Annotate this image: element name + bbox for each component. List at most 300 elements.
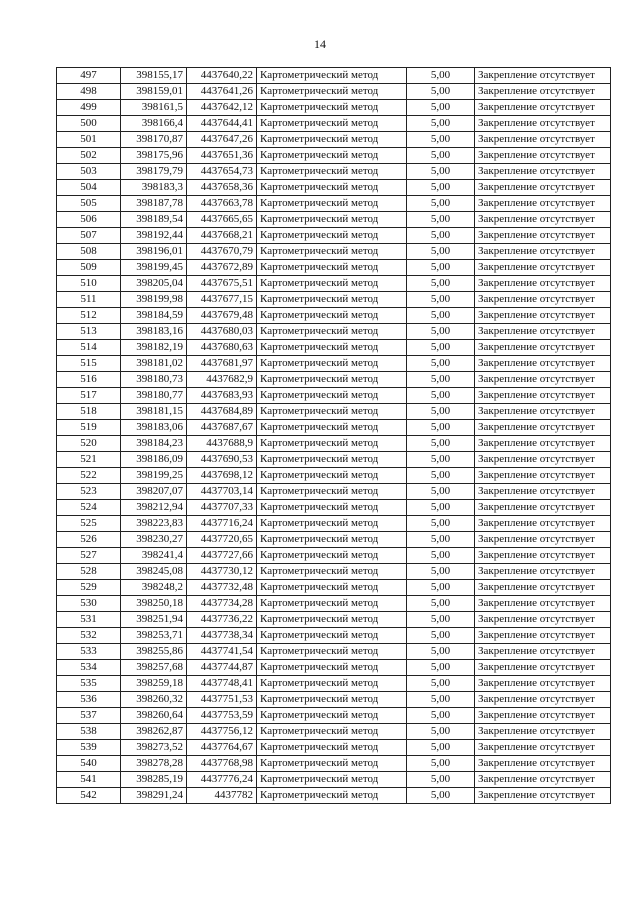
table-row xyxy=(57,356,611,372)
method-cell: Картометрический метод xyxy=(257,484,407,500)
accuracy-cell: 5,00 xyxy=(407,676,475,692)
y-coordinate-cell: 4437690,53 xyxy=(187,452,257,468)
x-coordinate-cell: 398189,54 xyxy=(121,212,187,228)
point-number-cell: 515 xyxy=(57,356,121,372)
y-coordinate-cell: 4437651,36 xyxy=(187,148,257,164)
method-cell: Картометрический метод xyxy=(257,772,407,788)
y-coordinate-cell: 4437668,21 xyxy=(187,228,257,244)
method-cell: Картометрический метод xyxy=(257,244,407,260)
fixing-cell: Закрепление отсутствует xyxy=(475,436,611,452)
accuracy-cell: 5,00 xyxy=(407,644,475,660)
accuracy-cell: 5,00 xyxy=(407,372,475,388)
fixing-cell: Закрепление отсутствует xyxy=(475,228,611,244)
x-coordinate-cell: 398245,08 xyxy=(121,564,187,580)
y-coordinate-cell: 4437642,12 xyxy=(187,100,257,116)
table-row xyxy=(57,564,611,580)
method-cell: Картометрический метод xyxy=(257,356,407,372)
point-number-cell: 532 xyxy=(57,628,121,644)
fixing-cell: Закрепление отсутствует xyxy=(475,148,611,164)
method-cell: Картометрический метод xyxy=(257,324,407,340)
point-number-cell: 527 xyxy=(57,548,121,564)
accuracy-cell: 5,00 xyxy=(407,772,475,788)
point-number-cell: 518 xyxy=(57,404,121,420)
fixing-cell: Закрепление отсутствует xyxy=(475,292,611,308)
x-coordinate-cell: 398186,09 xyxy=(121,452,187,468)
x-coordinate-cell: 398250,18 xyxy=(121,596,187,612)
x-coordinate-cell: 398257,68 xyxy=(121,660,187,676)
y-coordinate-cell: 4437665,65 xyxy=(187,212,257,228)
method-cell: Картометрический метод xyxy=(257,404,407,420)
x-coordinate-cell: 398161,5 xyxy=(121,100,187,116)
y-coordinate-cell: 4437776,24 xyxy=(187,772,257,788)
method-cell: Картометрический метод xyxy=(257,708,407,724)
accuracy-cell: 5,00 xyxy=(407,308,475,324)
x-coordinate-cell: 398199,98 xyxy=(121,292,187,308)
x-coordinate-cell: 398207,07 xyxy=(121,484,187,500)
accuracy-cell: 5,00 xyxy=(407,788,475,804)
page-number: 14 xyxy=(314,37,326,51)
fixing-cell: Закрепление отсутствует xyxy=(475,340,611,356)
fixing-cell: Закрепление отсутствует xyxy=(475,596,611,612)
method-cell: Картометрический метод xyxy=(257,180,407,196)
x-coordinate-cell: 398184,23 xyxy=(121,436,187,452)
x-coordinate-cell: 398181,15 xyxy=(121,404,187,420)
x-coordinate-cell: 398182,19 xyxy=(121,340,187,356)
y-coordinate-cell: 4437679,48 xyxy=(187,308,257,324)
x-coordinate-cell: 398179,79 xyxy=(121,164,187,180)
y-coordinate-cell: 4437682,9 xyxy=(187,372,257,388)
y-coordinate-cell: 4437751,53 xyxy=(187,692,257,708)
accuracy-cell: 5,00 xyxy=(407,292,475,308)
y-coordinate-cell: 4437687,67 xyxy=(187,420,257,436)
y-coordinate-cell: 4437688,9 xyxy=(187,436,257,452)
accuracy-cell: 5,00 xyxy=(407,660,475,676)
table-row xyxy=(57,612,611,628)
method-cell: Картометрический метод xyxy=(257,420,407,436)
table-row xyxy=(57,68,611,84)
method-cell: Картометрический метод xyxy=(257,548,407,564)
table-row xyxy=(57,276,611,292)
x-coordinate-cell: 398251,94 xyxy=(121,612,187,628)
accuracy-cell: 5,00 xyxy=(407,324,475,340)
point-number-cell: 502 xyxy=(57,148,121,164)
fixing-cell: Закрепление отсутствует xyxy=(475,116,611,132)
y-coordinate-cell: 4437641,26 xyxy=(187,84,257,100)
x-coordinate-cell: 398183,3 xyxy=(121,180,187,196)
accuracy-cell: 5,00 xyxy=(407,708,475,724)
point-number-cell: 534 xyxy=(57,660,121,676)
coordinates-table-body xyxy=(57,68,611,804)
point-number-cell: 530 xyxy=(57,596,121,612)
table-row xyxy=(57,436,611,452)
accuracy-cell: 5,00 xyxy=(407,628,475,644)
point-number-cell: 513 xyxy=(57,324,121,340)
y-coordinate-cell: 4437683,93 xyxy=(187,388,257,404)
method-cell: Картометрический метод xyxy=(257,196,407,212)
accuracy-cell: 5,00 xyxy=(407,260,475,276)
table-row xyxy=(57,292,611,308)
x-coordinate-cell: 398170,87 xyxy=(121,132,187,148)
fixing-cell: Закрепление отсутствует xyxy=(475,724,611,740)
point-number-cell: 498 xyxy=(57,84,121,100)
point-number-cell: 520 xyxy=(57,436,121,452)
method-cell: Картометрический метод xyxy=(257,116,407,132)
accuracy-cell: 5,00 xyxy=(407,692,475,708)
accuracy-cell: 5,00 xyxy=(407,228,475,244)
table-row xyxy=(57,756,611,772)
point-number-cell: 538 xyxy=(57,724,121,740)
fixing-cell: Закрепление отсутствует xyxy=(475,500,611,516)
method-cell: Картометрический метод xyxy=(257,580,407,596)
x-coordinate-cell: 398199,45 xyxy=(121,260,187,276)
accuracy-cell: 5,00 xyxy=(407,132,475,148)
method-cell: Картометрический метод xyxy=(257,132,407,148)
y-coordinate-cell: 4437727,66 xyxy=(187,548,257,564)
y-coordinate-cell: 4437716,24 xyxy=(187,516,257,532)
table-row xyxy=(57,164,611,180)
point-number-cell: 542 xyxy=(57,788,121,804)
y-coordinate-cell: 4437703,14 xyxy=(187,484,257,500)
point-number-cell: 525 xyxy=(57,516,121,532)
method-cell: Картометрический метод xyxy=(257,148,407,164)
y-coordinate-cell: 4437658,36 xyxy=(187,180,257,196)
fixing-cell: Закрепление отсутствует xyxy=(475,404,611,420)
y-coordinate-cell: 4437675,51 xyxy=(187,276,257,292)
table-row xyxy=(57,132,611,148)
x-coordinate-cell: 398241,4 xyxy=(121,548,187,564)
fixing-cell: Закрепление отсутствует xyxy=(475,180,611,196)
x-coordinate-cell: 398183,06 xyxy=(121,420,187,436)
fixing-cell: Закрепление отсутствует xyxy=(475,516,611,532)
table-row xyxy=(57,548,611,564)
point-number-cell: 521 xyxy=(57,452,121,468)
fixing-cell: Закрепление отсутствует xyxy=(475,580,611,596)
y-coordinate-cell: 4437732,48 xyxy=(187,580,257,596)
fixing-cell: Закрепление отсутствует xyxy=(475,84,611,100)
x-coordinate-cell: 398192,44 xyxy=(121,228,187,244)
table-row xyxy=(57,468,611,484)
point-number-cell: 510 xyxy=(57,276,121,292)
table-row xyxy=(57,484,611,500)
y-coordinate-cell: 4437707,33 xyxy=(187,500,257,516)
x-coordinate-cell: 398183,16 xyxy=(121,324,187,340)
y-coordinate-cell: 4437744,87 xyxy=(187,660,257,676)
x-coordinate-cell: 398259,18 xyxy=(121,676,187,692)
table-row xyxy=(57,372,611,388)
table-row xyxy=(57,420,611,436)
x-coordinate-cell: 398248,2 xyxy=(121,580,187,596)
method-cell: Картометрический метод xyxy=(257,516,407,532)
point-number-cell: 503 xyxy=(57,164,121,180)
y-coordinate-cell: 4437768,98 xyxy=(187,756,257,772)
table-row xyxy=(57,724,611,740)
method-cell: Картометрический метод xyxy=(257,596,407,612)
y-coordinate-cell: 4437720,65 xyxy=(187,532,257,548)
y-coordinate-cell: 4437756,12 xyxy=(187,724,257,740)
fixing-cell: Закрепление отсутствует xyxy=(475,388,611,404)
fixing-cell: Закрепление отсутствует xyxy=(475,372,611,388)
x-coordinate-cell: 398184,59 xyxy=(121,308,187,324)
accuracy-cell: 5,00 xyxy=(407,740,475,756)
method-cell: Картометрический метод xyxy=(257,260,407,276)
y-coordinate-cell: 4437680,63 xyxy=(187,340,257,356)
fixing-cell: Закрепление отсутствует xyxy=(475,676,611,692)
fixing-cell: Закрепление отсутствует xyxy=(475,644,611,660)
accuracy-cell: 5,00 xyxy=(407,516,475,532)
fixing-cell: Закрепление отсутствует xyxy=(475,356,611,372)
table-row xyxy=(57,388,611,404)
table-row xyxy=(57,500,611,516)
point-number-cell: 526 xyxy=(57,532,121,548)
point-number-cell: 500 xyxy=(57,116,121,132)
y-coordinate-cell: 4437670,79 xyxy=(187,244,257,260)
accuracy-cell: 5,00 xyxy=(407,276,475,292)
point-number-cell: 517 xyxy=(57,388,121,404)
accuracy-cell: 5,00 xyxy=(407,724,475,740)
accuracy-cell: 5,00 xyxy=(407,164,475,180)
y-coordinate-cell: 4437730,12 xyxy=(187,564,257,580)
table-row xyxy=(57,260,611,276)
y-coordinate-cell: 4437748,41 xyxy=(187,676,257,692)
method-cell: Картометрический метод xyxy=(257,308,407,324)
table-row xyxy=(57,180,611,196)
point-number-cell: 508 xyxy=(57,244,121,260)
fixing-cell: Закрепление отсутствует xyxy=(475,628,611,644)
point-number-cell: 511 xyxy=(57,292,121,308)
method-cell: Картометрический метод xyxy=(257,676,407,692)
x-coordinate-cell: 398260,32 xyxy=(121,692,187,708)
table-row xyxy=(57,532,611,548)
y-coordinate-cell: 4437647,26 xyxy=(187,132,257,148)
point-number-cell: 501 xyxy=(57,132,121,148)
fixing-cell: Закрепление отсутствует xyxy=(475,660,611,676)
accuracy-cell: 5,00 xyxy=(407,452,475,468)
table-row xyxy=(57,580,611,596)
x-coordinate-cell: 398285,19 xyxy=(121,772,187,788)
method-cell: Картометрический метод xyxy=(257,564,407,580)
method-cell: Картометрический метод xyxy=(257,740,407,756)
x-coordinate-cell: 398255,86 xyxy=(121,644,187,660)
fixing-cell: Закрепление отсутствует xyxy=(475,772,611,788)
table-row xyxy=(57,708,611,724)
fixing-cell: Закрепление отсутствует xyxy=(475,548,611,564)
fixing-cell: Закрепление отсутствует xyxy=(475,164,611,180)
x-coordinate-cell: 398262,87 xyxy=(121,724,187,740)
point-number-cell: 507 xyxy=(57,228,121,244)
accuracy-cell: 5,00 xyxy=(407,148,475,164)
table-row xyxy=(57,644,611,660)
fixing-cell: Закрепление отсутствует xyxy=(475,468,611,484)
accuracy-cell: 5,00 xyxy=(407,436,475,452)
y-coordinate-cell: 4437782 xyxy=(187,788,257,804)
fixing-cell: Закрепление отсутствует xyxy=(475,564,611,580)
point-number-cell: 512 xyxy=(57,308,121,324)
x-coordinate-cell: 398205,04 xyxy=(121,276,187,292)
table-row xyxy=(57,772,611,788)
method-cell: Картометрический метод xyxy=(257,628,407,644)
y-coordinate-cell: 4437644,41 xyxy=(187,116,257,132)
x-coordinate-cell: 398181,02 xyxy=(121,356,187,372)
table-row xyxy=(57,228,611,244)
accuracy-cell: 5,00 xyxy=(407,612,475,628)
fixing-cell: Закрепление отсутствует xyxy=(475,532,611,548)
x-coordinate-cell: 398253,71 xyxy=(121,628,187,644)
table-row xyxy=(57,452,611,468)
y-coordinate-cell: 4437741,54 xyxy=(187,644,257,660)
method-cell: Картометрический метод xyxy=(257,660,407,676)
x-coordinate-cell: 398187,78 xyxy=(121,196,187,212)
fixing-cell: Закрепление отсутствует xyxy=(475,740,611,756)
table-row xyxy=(57,676,611,692)
x-coordinate-cell: 398212,94 xyxy=(121,500,187,516)
method-cell: Картометрический метод xyxy=(257,388,407,404)
x-coordinate-cell: 398230,27 xyxy=(121,532,187,548)
method-cell: Картометрический метод xyxy=(257,788,407,804)
fixing-cell: Закрепление отсутствует xyxy=(475,68,611,84)
method-cell: Картометрический метод xyxy=(257,340,407,356)
point-number-cell: 536 xyxy=(57,692,121,708)
x-coordinate-cell: 398278,28 xyxy=(121,756,187,772)
y-coordinate-cell: 4437672,89 xyxy=(187,260,257,276)
fixing-cell: Закрепление отсутствует xyxy=(475,212,611,228)
fixing-cell: Закрепление отсутствует xyxy=(475,196,611,212)
accuracy-cell: 5,00 xyxy=(407,100,475,116)
method-cell: Картометрический метод xyxy=(257,164,407,180)
fixing-cell: Закрепление отсутствует xyxy=(475,788,611,804)
table-row xyxy=(57,100,611,116)
x-coordinate-cell: 398291,24 xyxy=(121,788,187,804)
point-number-cell: 531 xyxy=(57,612,121,628)
accuracy-cell: 5,00 xyxy=(407,356,475,372)
accuracy-cell: 5,00 xyxy=(407,404,475,420)
fixing-cell: Закрепление отсутствует xyxy=(475,260,611,276)
point-number-cell: 523 xyxy=(57,484,121,500)
x-coordinate-cell: 398273,52 xyxy=(121,740,187,756)
point-number-cell: 522 xyxy=(57,468,121,484)
method-cell: Картометрический метод xyxy=(257,468,407,484)
table-row xyxy=(57,196,611,212)
fixing-cell: Закрепление отсутствует xyxy=(475,276,611,292)
accuracy-cell: 5,00 xyxy=(407,484,475,500)
point-number-cell: 535 xyxy=(57,676,121,692)
point-number-cell: 497 xyxy=(57,68,121,84)
accuracy-cell: 5,00 xyxy=(407,532,475,548)
y-coordinate-cell: 4437684,89 xyxy=(187,404,257,420)
fixing-cell: Закрепление отсутствует xyxy=(475,708,611,724)
point-number-cell: 519 xyxy=(57,420,121,436)
y-coordinate-cell: 4437753,59 xyxy=(187,708,257,724)
accuracy-cell: 5,00 xyxy=(407,580,475,596)
fixing-cell: Закрепление отсутствует xyxy=(475,484,611,500)
x-coordinate-cell: 398180,77 xyxy=(121,388,187,404)
x-coordinate-cell: 398159,01 xyxy=(121,84,187,100)
point-number-cell: 514 xyxy=(57,340,121,356)
point-number-cell: 537 xyxy=(57,708,121,724)
table-row xyxy=(57,516,611,532)
x-coordinate-cell: 398199,25 xyxy=(121,468,187,484)
x-coordinate-cell: 398166,4 xyxy=(121,116,187,132)
method-cell: Картометрический метод xyxy=(257,228,407,244)
fixing-cell: Закрепление отсутствует xyxy=(475,756,611,772)
method-cell: Картометрический метод xyxy=(257,532,407,548)
fixing-cell: Закрепление отсутствует xyxy=(475,452,611,468)
accuracy-cell: 5,00 xyxy=(407,196,475,212)
fixing-cell: Закрепление отсутствует xyxy=(475,420,611,436)
x-coordinate-cell: 398260,64 xyxy=(121,708,187,724)
table-row xyxy=(57,308,611,324)
method-cell: Картометрический метод xyxy=(257,68,407,84)
fixing-cell: Закрепление отсутствует xyxy=(475,100,611,116)
method-cell: Картометрический метод xyxy=(257,276,407,292)
accuracy-cell: 5,00 xyxy=(407,68,475,84)
y-coordinate-cell: 4437698,12 xyxy=(187,468,257,484)
point-number-cell: 506 xyxy=(57,212,121,228)
fixing-cell: Закрепление отсутствует xyxy=(475,132,611,148)
table-row xyxy=(57,404,611,420)
table-row xyxy=(57,244,611,260)
point-number-cell: 499 xyxy=(57,100,121,116)
point-number-cell: 528 xyxy=(57,564,121,580)
point-number-cell: 516 xyxy=(57,372,121,388)
y-coordinate-cell: 4437764,67 xyxy=(187,740,257,756)
y-coordinate-cell: 4437680,03 xyxy=(187,324,257,340)
y-coordinate-cell: 4437663,78 xyxy=(187,196,257,212)
table-row xyxy=(57,84,611,100)
accuracy-cell: 5,00 xyxy=(407,180,475,196)
method-cell: Картометрический метод xyxy=(257,644,407,660)
method-cell: Картометрический метод xyxy=(257,756,407,772)
table-row xyxy=(57,788,611,804)
method-cell: Картометрический метод xyxy=(257,724,407,740)
table-row xyxy=(57,740,611,756)
x-coordinate-cell: 398175,96 xyxy=(121,148,187,164)
point-number-cell: 529 xyxy=(57,580,121,596)
accuracy-cell: 5,00 xyxy=(407,596,475,612)
y-coordinate-cell: 4437738,34 xyxy=(187,628,257,644)
accuracy-cell: 5,00 xyxy=(407,388,475,404)
point-number-cell: 509 xyxy=(57,260,121,276)
method-cell: Картометрический метод xyxy=(257,452,407,468)
y-coordinate-cell: 4437677,15 xyxy=(187,292,257,308)
method-cell: Картометрический метод xyxy=(257,100,407,116)
table-row xyxy=(57,116,611,132)
fixing-cell: Закрепление отсутствует xyxy=(475,244,611,260)
point-number-cell: 541 xyxy=(57,772,121,788)
table-row xyxy=(57,212,611,228)
accuracy-cell: 5,00 xyxy=(407,468,475,484)
table-row xyxy=(57,660,611,676)
method-cell: Картометрический метод xyxy=(257,372,407,388)
point-number-cell: 533 xyxy=(57,644,121,660)
fixing-cell: Закрепление отсутствует xyxy=(475,308,611,324)
y-coordinate-cell: 4437734,28 xyxy=(187,596,257,612)
point-number-cell: 540 xyxy=(57,756,121,772)
method-cell: Картометрический метод xyxy=(257,212,407,228)
accuracy-cell: 5,00 xyxy=(407,212,475,228)
fixing-cell: Закрепление отсутствует xyxy=(475,612,611,628)
y-coordinate-cell: 4437681,97 xyxy=(187,356,257,372)
table-row xyxy=(57,628,611,644)
point-number-cell: 504 xyxy=(57,180,121,196)
method-cell: Картометрический метод xyxy=(257,692,407,708)
table-row xyxy=(57,692,611,708)
accuracy-cell: 5,00 xyxy=(407,340,475,356)
fixing-cell: Закрепление отсутствует xyxy=(475,324,611,340)
accuracy-cell: 5,00 xyxy=(407,244,475,260)
point-number-cell: 505 xyxy=(57,196,121,212)
method-cell: Картометрический метод xyxy=(257,436,407,452)
method-cell: Картометрический метод xyxy=(257,500,407,516)
